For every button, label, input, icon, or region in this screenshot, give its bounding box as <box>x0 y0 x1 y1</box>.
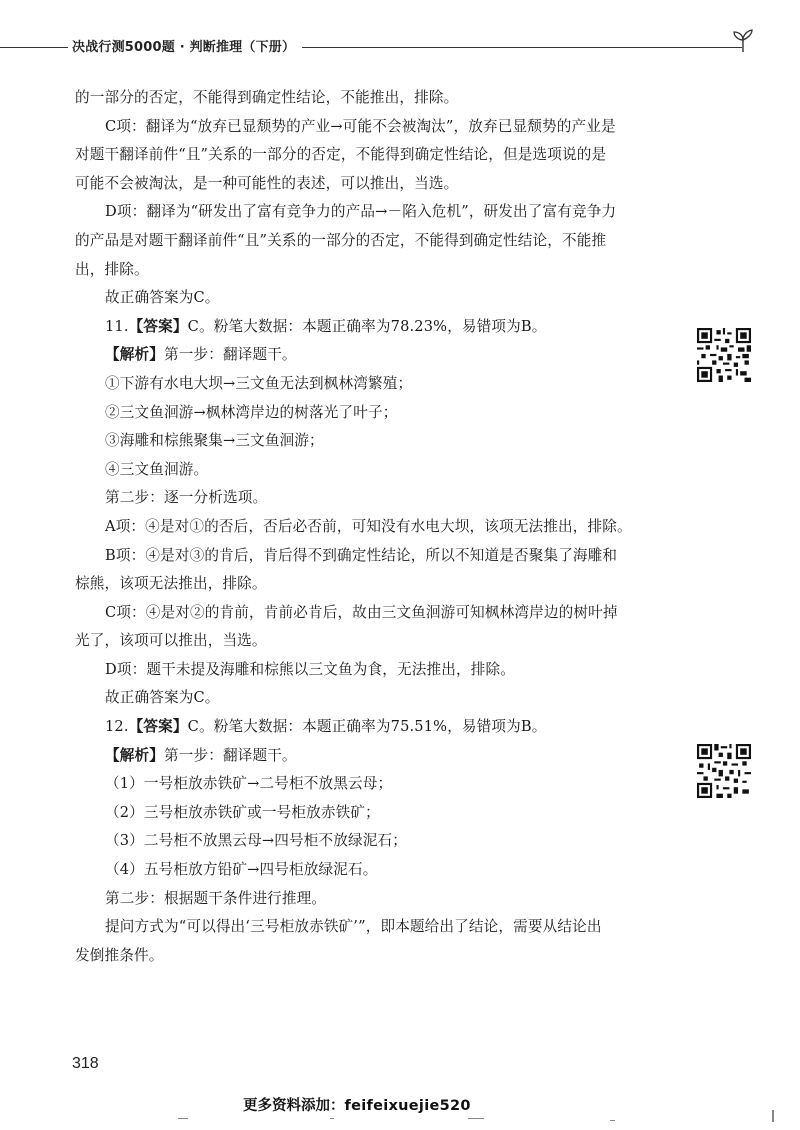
footer-contact <box>243 1094 471 1115</box>
section-label: 【答案】 <box>128 317 188 335</box>
line-text: D项：题干未提及海雕和棕熊以三文鱼为食，无法推出，排除。 <box>105 660 515 678</box>
line-text: 光了，该项可以推出，当选。 <box>75 632 267 650</box>
scan-speck <box>772 1110 774 1122</box>
line-text: （3）二号柜不放黑云母→四号柜不放绿泥石； <box>105 832 407 850</box>
text-line <box>75 799 668 828</box>
line-text: 第二步：根据题干条件进行推理。 <box>105 889 327 907</box>
line-text: 第一步：翻译题干。 <box>163 746 297 764</box>
text-line <box>75 885 668 914</box>
line-text: C项：④是对②的肯前，肯前必肯后，故由三文鱼洄游可知枫林湾岸边的树叶掉 <box>105 603 618 621</box>
question-number: 11. <box>105 317 129 335</box>
text-line <box>75 770 668 799</box>
page-number: 318 <box>72 1055 99 1072</box>
line-text: （1）一号柜放赤铁矿→二号柜不放黑云母； <box>105 775 393 793</box>
text-line <box>75 170 668 199</box>
question-number: 12. <box>105 718 129 736</box>
line-text: 可能不会被淘汰，是一种可能性的表述，可以推出，当选。 <box>75 174 459 192</box>
section-label: 【答案】 <box>128 718 188 736</box>
line-text: C项：翻译为“放弃已显颓势的产业→可能不会被淘汰”，放弃已显颓势的产业是 <box>105 117 616 135</box>
line-text: 的一部分的否定，不能得到确定性结论，不能推出，排除。 <box>75 89 459 106</box>
scan-speck <box>330 1118 334 1119</box>
text-line <box>75 313 668 342</box>
line-text: B项：④是对③的肯后，肯后得不到确定性结论，所以不知道是否聚集了海雕和 <box>105 546 618 564</box>
line-text: 故正确答案为C。 <box>105 689 220 707</box>
line-text: C。粉笔大数据：本题正确率为75.51%，易错项为B。 <box>187 718 547 736</box>
qr-code-icon <box>697 744 751 798</box>
line-text: （4）五号柜放方铅矿→四号柜放绿泥石。 <box>105 861 378 879</box>
text-line <box>75 827 668 856</box>
line-text: 提问方式为“可以得出‘三号柜放赤铁矿’”，即本题给出了结论，需要从结论出 <box>105 918 602 936</box>
line-text: 对题干翻译前件“且”关系的一部分的否定，不能得到确定性结论，但是选项说的是 <box>75 146 607 164</box>
text-line <box>75 742 668 771</box>
scan-speck <box>610 1120 615 1121</box>
line-text: 出，排除。 <box>75 260 149 278</box>
text-line <box>75 856 668 885</box>
line-text: 棕熊，该项无法推出，排除。 <box>75 575 267 593</box>
text-line <box>75 484 668 513</box>
text-line <box>75 913 668 942</box>
text-line <box>75 256 668 285</box>
line-text: 第一步：翻译题干。 <box>163 346 297 364</box>
line-text: ③海雕和棕熊聚集→三文鱼洄游； <box>105 432 324 450</box>
text-line <box>75 399 668 428</box>
text-line <box>75 341 668 370</box>
line-text: ①下游有水电大坝→三文鱼无法到枫林湾繁殖； <box>105 374 413 392</box>
text-line <box>75 456 668 485</box>
text-line <box>75 713 668 742</box>
section-label: 【解析】 <box>105 346 164 364</box>
text-line <box>75 370 668 399</box>
text-line <box>75 284 668 313</box>
header-rule-left <box>0 47 68 48</box>
line-text: 第二步：逐一分析选项。 <box>105 489 268 507</box>
line-text: ②三文鱼洄游→枫林湾岸边的树落光了叶子； <box>105 403 398 421</box>
line-text: 故正确答案为C。 <box>105 289 220 307</box>
text-line <box>75 570 668 599</box>
line-text: D项：翻译为“研发出了富有竞争力的产品→－陷入危机”，研发出了富有竞争力 <box>105 203 617 221</box>
text-line <box>75 84 668 113</box>
scan-speck <box>468 1118 484 1119</box>
qr-code-icon <box>697 328 751 382</box>
line-text: 发倒推条件。 <box>75 946 164 964</box>
line-text: C。粉笔大数据：本题正确率为78.23%，易错项为B。 <box>187 317 547 335</box>
text-line <box>75 656 668 685</box>
text-line <box>75 942 668 971</box>
text-line <box>75 684 668 713</box>
line-text: A项：④是对①的否后，否后必否前，可知没有水电大坝，该项无法推出，排除。 <box>105 517 632 535</box>
scan-speck <box>178 1118 188 1119</box>
line-text: ④三文鱼洄游。 <box>105 460 209 478</box>
text-line <box>75 542 668 571</box>
footer-contact-id: feifeixuejie520 <box>344 1098 471 1114</box>
line-text: 的产品是对题干翻译前件“且”关系的一部分的否定，不能得到确定性结论，不能推 <box>75 231 607 249</box>
text-line <box>75 113 668 142</box>
section-label: 【解析】 <box>105 746 164 764</box>
running-header-title: 决战行测5000题 · 判断推理（下册） <box>72 40 296 55</box>
text-line <box>75 513 668 542</box>
text-line <box>75 227 668 256</box>
line-text: （2）三号柜放赤铁矿或一号柜放赤铁矿； <box>105 803 380 821</box>
text-line <box>75 599 668 628</box>
footer-label: 更多资料添加： <box>243 1098 345 1114</box>
text-line <box>75 141 668 170</box>
answer-explanation-body <box>75 84 668 970</box>
header-rule-right <box>302 47 742 48</box>
text-line <box>75 198 668 227</box>
text-line <box>75 427 668 456</box>
text-line <box>75 627 668 656</box>
sprout-icon <box>730 28 756 54</box>
